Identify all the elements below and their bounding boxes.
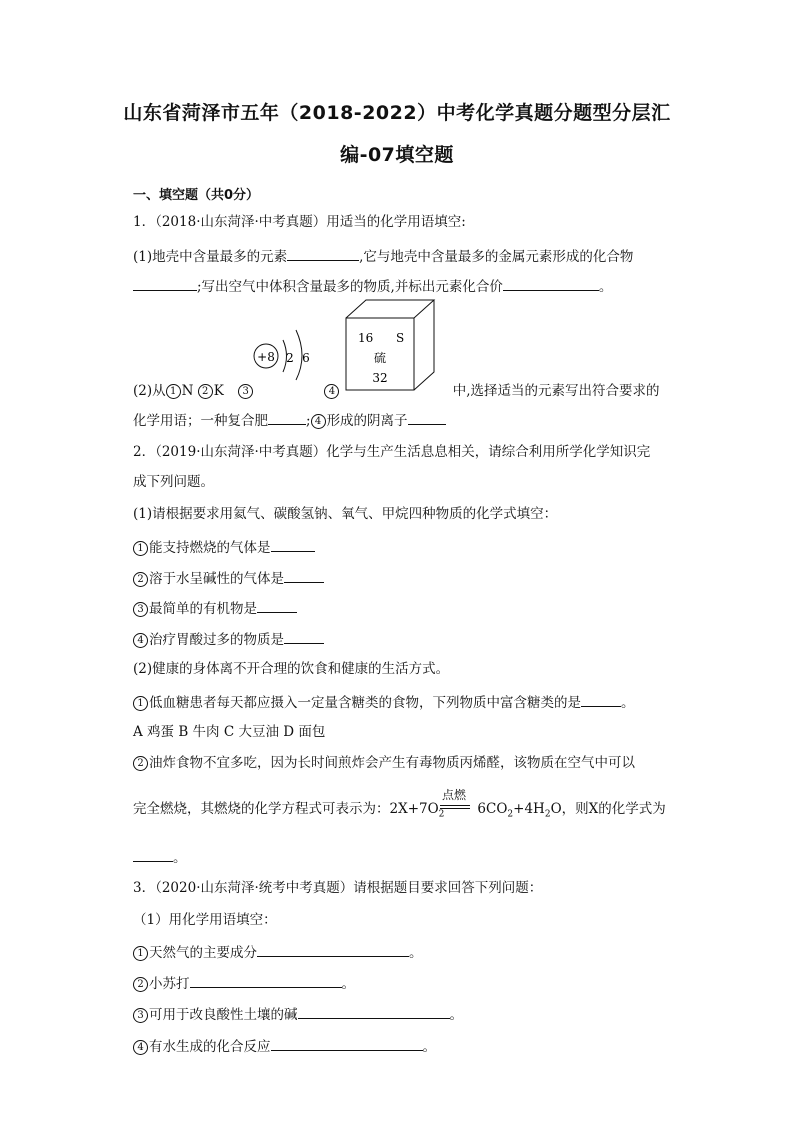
answer-blank[interactable]: [581, 692, 621, 707]
q1-text: 。: [598, 279, 613, 295]
item-text: 有水生成的化合反应: [149, 1039, 271, 1055]
item-text: 能支持燃烧的气体是: [149, 540, 271, 556]
shell1-electrons: 2: [286, 351, 294, 365]
item-number: 2: [133, 572, 148, 587]
answer-blank[interactable]: [503, 276, 599, 291]
item-text: 溶于水呈碱性的气体是: [149, 571, 284, 587]
answer-blank[interactable]: [257, 942, 409, 957]
option-number: 2: [198, 384, 213, 399]
answer-blank[interactable]: [271, 537, 315, 552]
answer-blank[interactable]: [190, 973, 342, 988]
answer-blank[interactable]: [284, 568, 324, 583]
q1-text: 中,选择适当的元素写出符合要求的: [452, 383, 660, 399]
item-text: 。: [409, 945, 423, 961]
cube-top-face: [346, 300, 434, 318]
atomic-number: 16: [358, 331, 374, 345]
item-text: 。: [422, 1039, 436, 1055]
q3-item4: [133, 1036, 436, 1056]
section-heading: 一、填空题（共0分）: [133, 188, 260, 203]
item-number: 1: [133, 946, 148, 961]
q2-item2: [133, 568, 324, 588]
item-text: 。: [621, 695, 635, 711]
atomic-mass: 32: [372, 371, 388, 385]
item-text: 油炸食物不宜多吃，因为长时间煎炸会产生有毒物质丙烯醛，该物质在空气中可以: [149, 755, 635, 771]
q1-part1-line2: [133, 276, 612, 296]
q2-part2: (2)健康的身体离不开合理的饮食和健康的生活方式。: [133, 661, 450, 677]
electron-shell-arc: [296, 330, 302, 380]
q1-text: (2)从: [133, 383, 166, 399]
q3-item1: [133, 942, 423, 962]
item-text: 天然气的主要成分: [149, 945, 257, 961]
q1-text: 化学用语；一种复合肥: [133, 413, 268, 429]
cube-side-face: [414, 300, 434, 390]
item-number: 3: [133, 602, 148, 617]
q2-sub1: [133, 692, 635, 712]
option-number: 3: [238, 384, 253, 399]
q1-part2-line1: [133, 382, 660, 400]
answer-blank[interactable]: [268, 410, 306, 425]
item-number: 2: [133, 756, 148, 771]
item-text: 可用于改良酸性土壤的碱: [149, 1007, 298, 1023]
q2-stem-line1: 2．（2019·山东菏泽·中考真题）化学与生产生活息息相关，请综合利用所学化学知识完: [133, 444, 651, 460]
item-text: 。: [449, 1007, 463, 1023]
subscript: 2: [438, 809, 445, 820]
q2-item4: [133, 629, 324, 649]
q1-text: (1)地壳中含量最多的元素: [133, 249, 288, 265]
option-number: 4: [324, 384, 339, 399]
q2-sub2-line1: [133, 754, 635, 772]
q1-text: ,它与地壳中含量最多的金属元素形成的化合物: [359, 249, 634, 265]
option-element: K: [213, 383, 224, 399]
q3-item3: [133, 1004, 463, 1024]
item-number: 4: [133, 1040, 148, 1055]
q2-item3: [133, 598, 297, 618]
doc-title-line2: 编-07填空题: [340, 144, 454, 166]
answer-blank[interactable]: [287, 246, 359, 261]
item-text: 。: [341, 976, 355, 992]
sulfur-element-cube: [340, 298, 436, 394]
doc-title-line1: 山东省菏泽市五年（2018-2022）中考化学真题分题型分层汇: [123, 102, 671, 124]
item-number: 4: [133, 633, 148, 648]
option-number: 4: [311, 414, 326, 429]
q3-part1: （1）用化学用语填空：: [133, 912, 277, 928]
item-text: 治疗胃酸过多的物质是: [149, 632, 284, 648]
answer-blank[interactable]: [271, 1036, 423, 1051]
element-name: 硫: [373, 351, 387, 365]
equation-text: 完全燃烧，其燃烧的化学方程式可表示为：2X+7O: [133, 801, 439, 817]
q1-text: ;写出空气中体积含量最多的物质,并标出元素化合价: [197, 279, 503, 295]
item-text: 低血糖患者每天都应摄入一定量含糖类的食物，下列物质中富含糖类的是: [149, 695, 581, 711]
equation-text: O，则X的化学式为: [550, 801, 666, 817]
item-number: 2: [133, 977, 148, 992]
option-number: 1: [166, 384, 181, 399]
subscript: 2: [507, 809, 514, 820]
answer-blank[interactable]: [284, 629, 324, 644]
item-number: 3: [133, 1008, 148, 1023]
q2-options: A 鸡蛋 B 牛肉 C 大豆油 D 面包: [133, 724, 326, 740]
equation-text: 6CO: [477, 801, 508, 817]
reaction-condition: 点燃: [442, 788, 467, 802]
q1-text: ;: [306, 413, 311, 429]
answer-blank[interactable]: [133, 276, 197, 291]
oxygen-atom-structure-diagram: [250, 318, 322, 382]
element-symbol: S: [396, 331, 405, 345]
item-number: 1: [133, 696, 148, 711]
q2-part1: (1)请根据要求用氦气、碳酸氢钠、氧气、甲烷四种物质的化学式填空：: [133, 506, 558, 522]
answer-blank[interactable]: [298, 1004, 450, 1019]
subscript: 2: [544, 809, 551, 820]
q3-item2: [133, 973, 355, 993]
equation-text: +4H: [513, 801, 545, 817]
answer-blank[interactable]: [133, 847, 173, 862]
shell2-electrons: 6: [302, 351, 310, 365]
q1-part2-line2: [133, 410, 446, 430]
q1-text: 形成的阴离子: [326, 413, 408, 429]
answer-blank[interactable]: [408, 410, 446, 425]
item-number: 1: [133, 541, 148, 556]
q2-item1: [133, 537, 315, 557]
q3-stem: 3．（2020·山东菏泽·统考中考真题）请根据题目要求回答下列问题：: [133, 880, 543, 896]
q1-stem: 1．（2018·山东菏泽·中考真题）用适当的化学用语填空:: [133, 214, 466, 230]
item-text: 。: [173, 850, 187, 866]
q2-stem-line2: 成下列问题。: [133, 474, 214, 490]
q2-sub2-line2: [133, 800, 666, 824]
q2-sub2-line3: [133, 847, 187, 867]
nucleus-charge: +8: [257, 350, 275, 364]
option-element: N: [181, 383, 194, 399]
q1-part1-line1: [133, 246, 633, 266]
answer-blank[interactable]: [257, 598, 297, 613]
item-text: 最简单的有机物是: [149, 601, 257, 617]
item-text: 小苏打: [149, 976, 190, 992]
